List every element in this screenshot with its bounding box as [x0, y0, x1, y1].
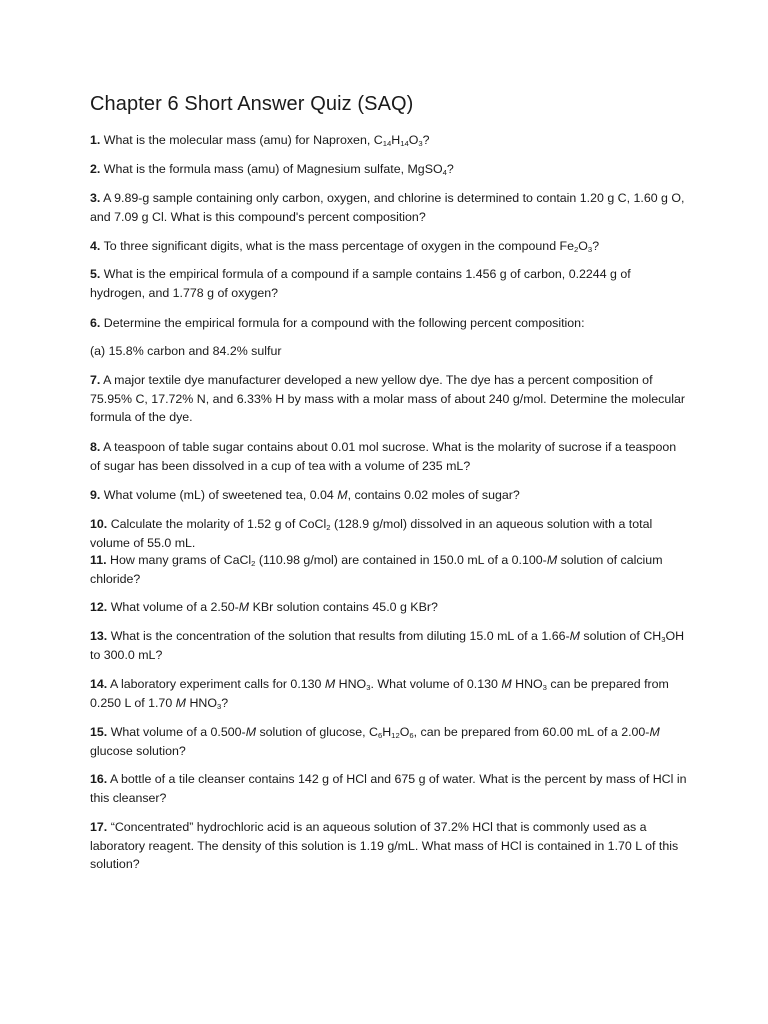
question-8: 8. A teaspoon of table sugar contains about 0.01 mol sucrose. What is the molarity of sucrose if a teaspoon of sugar has been dissolved in a cup of tea with a volume of 235 mL? — [90, 440, 677, 473]
question-6-part-a: (a) 15.8% carbon and 84.2% sulfur — [90, 344, 282, 358]
question-2: 2. What is the formula mass (amu) of Magnesium sulfate, MgSO$_4$? — [90, 162, 454, 177]
question-number: 3. — [90, 191, 101, 205]
question-10: 10. Calculate the molarity of 1.52 g of CoCl$_2$ (128.9 g/mol) dissolved in an aqueous solution with a total volume of 55.0 mL. — [90, 517, 653, 550]
question-number: 10. — [90, 517, 108, 531]
question-12: 12. What volume of a 2.50-M KBr solution contains 45.0 g KBr? — [90, 600, 438, 614]
question-16: 16. A bottle of a tile cleanser contains 142 g of HCl and 675 g of water. What is the percent by mass of HCl in this cleanser? — [90, 772, 687, 805]
question-number: 5. — [90, 267, 101, 281]
question-7: 7. A major textile dye manufacturer developed a new yellow dye. The dye has a percent composition of 75.95% C, 17.72% N, and 6.33% H by mass with a molar mass of about 240 g/mol. Determine the molecular formula of the dye. — [90, 373, 686, 424]
question-1: 1. What is the molecular mass (amu) for Naproxen, $C_{14}H_{14}O_3$? — [90, 133, 430, 148]
question-number: 7. — [90, 373, 101, 387]
question-17: 17. “Concentrated” hydrochloric acid is an aqueous solution of 37.2% HCl that is commonly used as a laboratory reagent. The density of this solution is 1.19 g/mL. What mass of HCl is contained in 1.70 L of this solution? — [90, 820, 679, 871]
question-6: 6. Determine the empirical formula for a compound with the following percent composition: — [90, 316, 585, 330]
question-number: 8. — [90, 440, 101, 454]
question-number: 14. — [90, 677, 108, 691]
question-14: 14. A laboratory experiment calls for 0.130 M $HNO_3$. What volume of 0.130 M $HNO_3$ can be prepared from 0.250 L of 1.70 M $HNO_3$? — [90, 677, 669, 711]
question-11: 11. How many grams of CaCl$_2$ (110.98 g/mol) are contained in 150.0 mL of a 0.100-M solution of calcium chloride? — [90, 553, 663, 586]
question-9: 9. What volume (mL) of sweetened tea, 0.04 M, contains 0.02 moles of sugar? — [90, 488, 520, 502]
question-number: 17. — [90, 820, 108, 834]
question-5: 5. What is the empirical formula of a compound if a sample contains 1.456 g of carbon, 0.2244 g of hydrogen, and 1.778 g of oxygen? — [90, 267, 631, 300]
question-number: 11. — [90, 553, 107, 567]
question-4: 4. To three significant digits, what is the mass percentage of oxygen in the compound $Fe_2O_3$? — [90, 239, 600, 254]
question-number: 4. — [90, 239, 101, 253]
question-13: 13. What is the concentration of the solution that results from diluting 15.0 mL of a 1.66-M solution of $CH_3OH$ to 300.0 mL? — [90, 629, 685, 662]
question-number: 13. — [90, 629, 108, 643]
question-number: 2. — [90, 162, 101, 176]
question-number: 6. — [90, 316, 101, 330]
question-3: 3. A 9.89-g sample containing only carbon, oxygen, and chlorine is determined to contain 1.20 g C, 1.60 g O, and 7.09 g Cl. What is this compound's percent composition? — [90, 191, 685, 224]
question-number: 1. — [90, 133, 101, 147]
page-title: Chapter 6 Short Answer Quiz (SAQ) — [90, 93, 414, 115]
question-number: 15. — [90, 725, 108, 739]
question-number: 16. — [90, 772, 108, 786]
question-number: 9. — [90, 488, 101, 502]
question-15: 15. What volume of a 0.500-M solution of glucose, $C_6H_{12}O_6$, can be prepared from 60.00 mL of a 2.00-M glucose solution? — [90, 725, 660, 758]
question-number: 12. — [90, 600, 108, 614]
